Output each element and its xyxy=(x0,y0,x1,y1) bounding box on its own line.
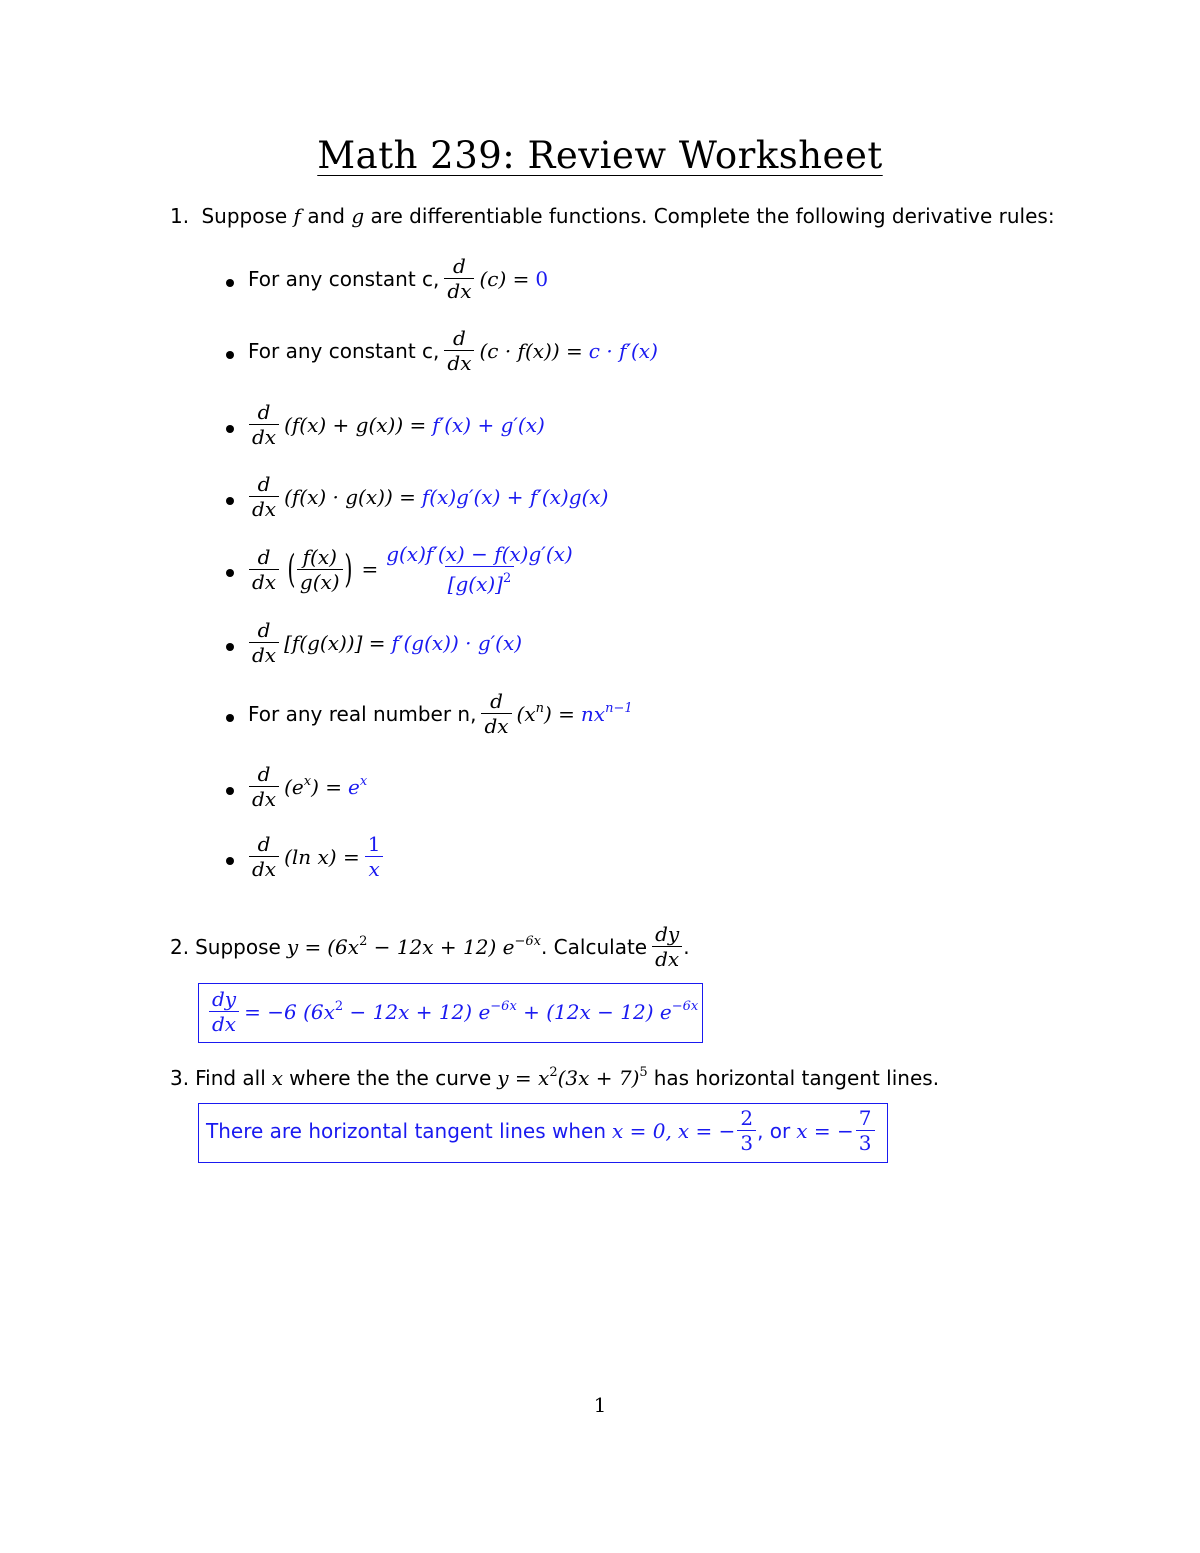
rule-product: $\frac{d}{dx}$ (f(x) · g(x)) = f(x)g′(x) + f′(x)g(x) xyxy=(244,472,608,521)
bullet xyxy=(226,643,234,651)
rule-power: For any real number n, $\frac{d}{dx}$ $(x^n)$ = $nx^{n-1}$ xyxy=(248,689,633,738)
bullet xyxy=(226,351,234,359)
bullet xyxy=(226,857,234,865)
bullet xyxy=(226,425,234,433)
bullet xyxy=(226,497,234,505)
question-2-answer: $\frac{dy}{dx}$ = −6 $(6x^2 - 12x + 12) e^{-6x} + (12x - 12)$ $e^{-6x}$ xyxy=(204,987,698,1036)
question-3-prompt: 3. Find all x where the the curve $y = x^2(3x + 7)^5$ has horizontal tangent lines. xyxy=(170,1065,940,1090)
rule-logarithm: $\frac{d}{dx}$ (ln x) = $\frac{1}{x}$ xyxy=(244,832,388,881)
rule-quotient: $\frac{d}{dx}$ ( $\frac{f(x)}{g(x)}$ ) = $\frac{g(x)f'(x) - f(x)g'(x)}{[g(x)]^2}$ xyxy=(244,542,581,596)
page-number: 1 xyxy=(593,1393,607,1417)
question-2-prompt: 2. Suppose y = $(6x^2 - 12x + 12)$ $e^{-6x}$ . Calculate $\frac{dy}{dx}$ . xyxy=(170,922,690,971)
question-1-prompt: 1. Suppose f and g are differentiable functions. Complete the following derivative rules: xyxy=(170,204,1055,228)
rule-constant-multiple: For any constant c, $\frac{d}{dx}$ (c · f(x)) = c · f′(x) xyxy=(248,326,658,375)
page-title: Math 239: Review Worksheet xyxy=(317,134,883,177)
rule-sum: $\frac{d}{dx}$ (f(x) + g(x)) = f′(x) + g′(x) xyxy=(244,400,545,449)
rule-chain: $\frac{d}{dx}$ [f(g(x))] = f′(g(x)) · g′(x) xyxy=(244,618,522,667)
question-3-answer: There are horizontal tangent lines when x = 0, x = − $\frac{2}{3}$ , or x = − $\frac{7}{3}$ xyxy=(206,1106,880,1155)
bullet xyxy=(226,569,234,577)
rule-exponential: $\frac{d}{dx}$ $(e^x)$ = $e^x$ xyxy=(244,762,367,811)
bullet xyxy=(226,787,234,795)
bullet xyxy=(226,279,234,287)
rule-constant: For any constant c, $\frac{d}{dx}$ (c) = 0 xyxy=(248,254,549,303)
bullet xyxy=(226,714,234,722)
